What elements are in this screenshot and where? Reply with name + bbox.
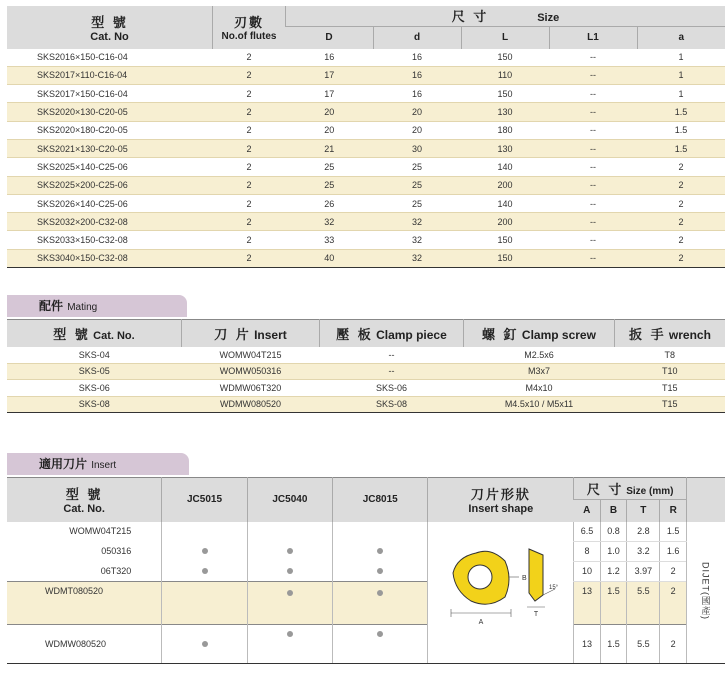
drawing-label-t: T [533, 611, 538, 618]
mating-cell-insert: WDMW06T320 [182, 380, 320, 397]
cell-flutes: 2 [213, 139, 286, 157]
mating-cell-insert: WDMW080520 [182, 396, 320, 413]
cell-flutes: 2 [213, 121, 286, 139]
grade-cell-3-0 [162, 581, 247, 624]
grade-header-2: JC8015 [333, 478, 428, 522]
grade-cell-1-1 [247, 541, 332, 561]
drawing-label-a: A [478, 619, 484, 626]
mating-cell-screw: M4.5x10 / M5x11 [464, 396, 615, 413]
cell-L1: -- [549, 85, 637, 103]
mating-cell-cat: SKS-04 [7, 347, 182, 363]
insert-row-cat-0: WOMW04T215 [69, 526, 132, 537]
availability-dot-icon [287, 568, 293, 574]
cell-cat: SKS2016×150-C16-04 [7, 49, 213, 67]
cell-d: 30 [373, 139, 461, 157]
cell-a: 2 [637, 231, 725, 249]
cell-d: 16 [373, 66, 461, 84]
availability-dot-icon [287, 590, 293, 596]
cell-L1: -- [549, 194, 637, 212]
mating-cell-insert: WOMW04T215 [182, 347, 320, 363]
cell-a: 2 [637, 249, 725, 267]
table-row [7, 231, 725, 249]
mating-cell-screw: M2.5x6 [464, 347, 615, 363]
cell-flutes: 2 [213, 103, 286, 121]
table-row [7, 213, 725, 231]
cell-flutes: 2 [213, 194, 286, 212]
dim-header-L1: L1 [549, 27, 637, 49]
grade-header-0: JC5015 [162, 478, 247, 522]
mating-cell-screw: M4x10 [464, 380, 615, 397]
cell-a: 1 [637, 66, 725, 84]
cell-cat: SKS2025×200-C25-06 [7, 176, 213, 194]
mating-cell-insert: WOMW050316 [182, 363, 320, 380]
cell-L: 150 [461, 85, 549, 103]
cell-a: 1.5 [637, 121, 725, 139]
cell-D: 32 [286, 213, 374, 231]
table-row [7, 121, 725, 139]
cell-L: 130 [461, 103, 549, 121]
cell-d: 25 [373, 176, 461, 194]
cell-L: 140 [461, 158, 549, 176]
cell-d: 20 [373, 121, 461, 139]
cell-D: 17 [286, 66, 374, 84]
cell-cat: SKS2020×130-C20-05 [7, 103, 213, 121]
insert-side-view-icon [527, 549, 555, 607]
cell-flutes: 2 [213, 66, 286, 84]
mating-cell-cat: SKS-05 [7, 363, 182, 380]
mating-table [7, 319, 725, 413]
cell-D: 40 [286, 249, 374, 267]
mating-cell-cat: SKS-06 [7, 380, 182, 397]
table-row [7, 103, 725, 121]
cell-L: 150 [461, 249, 549, 267]
cell-flutes: 2 [213, 49, 286, 67]
grade-cell-4-1 [247, 624, 332, 663]
cell-flutes: 2 [213, 85, 286, 103]
insert-dim-T: T [627, 500, 660, 522]
grade-cell-2-1 [247, 561, 332, 581]
dim-header-D: D [325, 32, 333, 44]
table-row [7, 396, 725, 413]
availability-dot-icon [202, 641, 208, 647]
cell-a: 1.5 [637, 103, 725, 121]
cell-L1: -- [549, 213, 637, 231]
table-row [7, 249, 725, 267]
cell-D: 17 [286, 85, 374, 103]
insert-size-header: 尺 寸 Size (mm) [574, 478, 687, 500]
dim-header-d: d [373, 27, 461, 49]
cell-cat: SKS2017×110-C16-04 [7, 66, 213, 84]
mating-cell-clamp: SKS-08 [320, 396, 464, 413]
grade-cell-0-1 [247, 522, 332, 542]
table-row [7, 66, 725, 84]
cell-D: 20 [286, 121, 374, 139]
cell-flutes: 2 [213, 213, 286, 231]
availability-dot-icon [202, 568, 208, 574]
cell-cat: SKS2020×180-C20-05 [7, 121, 213, 139]
table-row [7, 347, 725, 363]
mating-cell-wrench: T10 [615, 363, 726, 380]
cell-d: 25 [373, 194, 461, 212]
cell-D: 33 [286, 231, 374, 249]
grade-cell-0-0 [162, 522, 247, 542]
drawing-label-b: B [521, 575, 527, 582]
cell-d: 25 [373, 158, 461, 176]
cell-L1: -- [549, 139, 637, 157]
table-row [7, 139, 725, 157]
dim-header-L: L [461, 27, 549, 49]
cell-flutes: 2 [213, 176, 286, 194]
cell-d: 32 [373, 213, 461, 231]
cell-a: 1 [637, 85, 725, 103]
table-row [7, 158, 725, 176]
insert-shape-drawing [431, 531, 571, 651]
drawing-label-angle: 15° [548, 585, 558, 591]
availability-dot-icon [287, 631, 293, 637]
cell-a: 2 [637, 158, 725, 176]
cell-d: 16 [373, 85, 461, 103]
table-row [7, 85, 725, 103]
insert-shape-cell [428, 522, 574, 664]
cell-D: 21 [286, 139, 374, 157]
cell-L1: -- [549, 66, 637, 84]
cell-L1: -- [549, 158, 637, 176]
grade-header-1: JC5040 [247, 478, 332, 522]
cell-L: 150 [461, 49, 549, 67]
availability-dot-icon [377, 590, 383, 596]
mating-cell-clamp: -- [320, 347, 464, 363]
insert-header-cat: 型 號 Cat. No. [63, 488, 105, 516]
cell-L1: -- [549, 231, 637, 249]
mating-cell-clamp: SKS-06 [320, 380, 464, 397]
cell-D: 16 [286, 49, 374, 67]
size-header: 尺 寸 Size [286, 6, 726, 27]
cell-L: 130 [461, 139, 549, 157]
mating-cell-wrench: T15 [615, 396, 726, 413]
cell-L: 180 [461, 121, 549, 139]
grade-cell-0-2 [333, 522, 428, 542]
mating-cell-screw: M3x7 [464, 363, 615, 380]
cell-cat: SKS3040×150-C32-08 [7, 249, 213, 267]
mating-tab: 配件 Mating [7, 295, 187, 317]
cell-cat: SKS2017×150-C16-04 [7, 85, 213, 103]
cell-cat: SKS2032×200-C32-08 [7, 213, 213, 231]
cell-L: 140 [461, 194, 549, 212]
grade-cell-3-2 [333, 581, 428, 624]
cell-D: 26 [286, 194, 374, 212]
mating-cell-wrench: T8 [615, 347, 726, 363]
cell-d: 16 [373, 49, 461, 67]
cell-L1: -- [549, 121, 637, 139]
mating-header-wrench: 扳 手 wrench [615, 320, 726, 348]
mating-header-clamp: 壓 板 Clamp piece [320, 320, 464, 348]
cell-d: 20 [373, 103, 461, 121]
cell-d: 32 [373, 249, 461, 267]
insert-top-view-icon [451, 551, 519, 617]
insert-tab: 適用刀片 Insert [7, 453, 189, 475]
cell-a: 2 [637, 194, 725, 212]
brand-side-label: DIJET(國產) [700, 562, 711, 620]
dim-header-a: a [637, 27, 725, 49]
cell-flutes: 2 [213, 158, 286, 176]
table-row [7, 380, 725, 397]
mating-header-cat: 型 號 Cat. No. [53, 328, 135, 343]
mating-cell-cat: SKS-08 [7, 396, 182, 413]
availability-dot-icon [287, 548, 293, 554]
cell-cat: SKS2026×140-C25-06 [7, 194, 213, 212]
availability-dot-icon [377, 568, 383, 574]
grade-cell-4-2 [333, 624, 428, 663]
availability-dot-icon [377, 548, 383, 554]
grade-cell-1-2 [333, 541, 428, 561]
table-row [7, 176, 725, 194]
availability-dot-icon [202, 548, 208, 554]
cell-flutes: 2 [213, 231, 286, 249]
grade-cell-4-0 [162, 624, 247, 663]
cell-L1: -- [549, 103, 637, 121]
cell-L1: -- [549, 176, 637, 194]
mating-header-insert: 刀 片 Insert [182, 320, 320, 348]
cell-cat: SKS2033×150-C32-08 [7, 231, 213, 249]
mating-header-screw: 螺 釘 Clamp screw [464, 320, 615, 348]
tool-spec-table [7, 6, 725, 268]
cell-cat: SKS2021×130-C20-05 [7, 139, 213, 157]
cell-D: 25 [286, 158, 374, 176]
grade-cell-1-0 [162, 541, 247, 561]
col-cat-no-header: 型 號 Cat. No [90, 15, 129, 43]
mating-cell-clamp: -- [320, 363, 464, 380]
table-row [7, 49, 725, 67]
availability-dot-icon [377, 631, 383, 637]
cell-d: 32 [373, 231, 461, 249]
grade-cell-3-1 [247, 581, 332, 624]
cell-a: 2 [637, 213, 725, 231]
insert-dim-R: R [660, 500, 687, 522]
cell-cat: SKS2025×140-C25-06 [7, 158, 213, 176]
cell-a: 1 [637, 49, 725, 67]
insert-dim-A: A [583, 505, 591, 517]
cell-a: 1.5 [637, 139, 725, 157]
insert-table: 型 號 Cat. No. JC5015 JC5040 JC8015 刀片形狀 Insert shape 尺 寸 Size (mm) A B T R WOMW04T215 A B T 15° 6.5 0.8 2.8 1.5 DIJET(國產) 050316 8 1.0 3.2 1.6 06T320 10 1.2 3.97 2 WDMT080520 13 1.5 5.5 2 WDMW080520 13 1.5 5.5 2 [7, 477, 725, 664]
mating-cell-wrench: T15 [615, 380, 726, 397]
cell-D: 25 [286, 176, 374, 194]
table-row [7, 194, 725, 212]
insert-shape-header: 刀片形狀 Insert shape [428, 478, 574, 522]
cell-L: 200 [461, 213, 549, 231]
cell-a: 2 [637, 176, 725, 194]
cell-L1: -- [549, 49, 637, 67]
cell-L1: -- [549, 249, 637, 267]
col-flutes-header: 刃數 No.of flutes [213, 6, 286, 49]
table-row [7, 363, 725, 380]
cell-flutes: 2 [213, 249, 286, 267]
side-label-cell [687, 522, 725, 664]
grade-cell-2-0 [162, 561, 247, 581]
cell-D: 20 [286, 103, 374, 121]
insert-dim-B: B [600, 500, 627, 522]
cell-L: 110 [461, 66, 549, 84]
cell-L: 150 [461, 231, 549, 249]
cell-L: 200 [461, 176, 549, 194]
grade-cell-2-2 [333, 561, 428, 581]
